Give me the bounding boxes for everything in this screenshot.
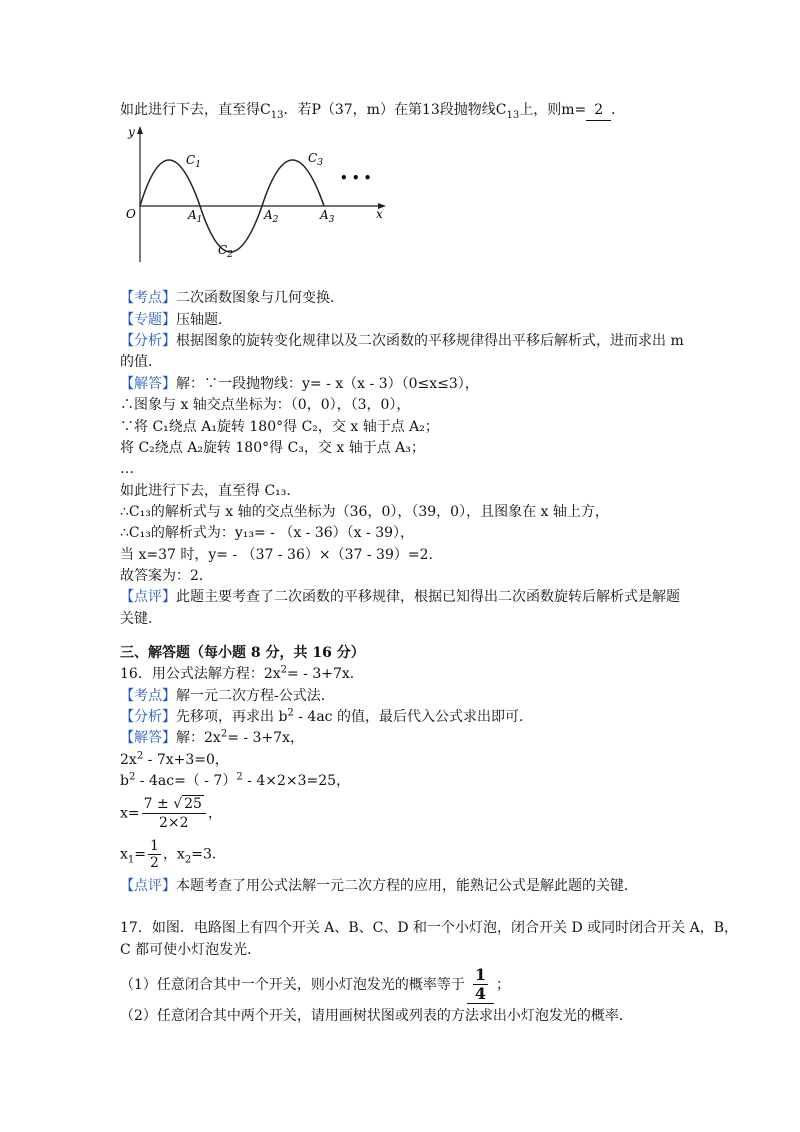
q16-fenxi [120, 707, 533, 727]
dianping-tag: 【点评】 [120, 878, 176, 894]
fenxi-line-2: 的值． [120, 354, 162, 370]
text: 压轴题． [176, 312, 232, 328]
dianping-line-2: 关键． [120, 611, 162, 627]
text: = [134, 846, 147, 863]
text: - 4×2×3=25， [242, 773, 351, 789]
text: - 4ac 的值，最后代入公式求出即可． [293, 709, 533, 725]
jieda-tag: 【解答】 [120, 376, 176, 392]
superscript: 2 [236, 771, 243, 783]
kaodian-line [120, 288, 344, 308]
top-line [120, 100, 625, 121]
solution-line: ∴C₁₃的解析式为：y₁₃= - （x - 36）（x - 39）， [120, 525, 415, 541]
c2-label: $C_2$ [218, 243, 233, 260]
q16-jieda [120, 728, 304, 748]
jieda-line [120, 374, 479, 394]
text: = - 3+7x． [287, 666, 364, 682]
text: 解一元二次方程-公式法． [176, 688, 335, 704]
subscript: 13 [270, 109, 284, 121]
q17-part1 [120, 966, 510, 1004]
superscript: 2 [220, 728, 228, 740]
q17-stem-2: C 都可使小灯泡发光． [120, 942, 262, 958]
q16-step [120, 771, 350, 791]
denominator: 2×2 [159, 815, 189, 831]
superscript: 2 [287, 707, 294, 719]
numerator: 7 ± √ 25 [142, 795, 206, 814]
origin-label: O [126, 207, 136, 221]
solution-line: ∴图象与 x 轴交点坐标为：（0，0），（3，0）， [120, 397, 411, 413]
text: 如此进行下去，直至得C [120, 102, 271, 118]
text: ； [496, 977, 511, 993]
curve-c2 [200, 206, 262, 252]
superscript: 2 [128, 771, 136, 783]
text: ， [207, 805, 222, 822]
q16-formula [120, 795, 222, 832]
y-axis-arrow [137, 126, 143, 134]
text: 上，则m= [519, 102, 587, 118]
text: =3． [191, 846, 226, 863]
text: 先移项，再求出 b [176, 709, 288, 725]
superscript: 2 [136, 750, 144, 762]
solution-line: 故答案为：2． [120, 568, 213, 584]
answer-fraction [467, 966, 494, 1004]
text: 2x [120, 752, 137, 768]
dianping-tag: 【点评】 [120, 589, 176, 605]
text: x [120, 846, 128, 863]
text: 解：2x [176, 730, 221, 746]
solution-line: ∵将 C₁绕点 A₁旋转 180°得 C₂，交 x 轴于点 A₂； [120, 419, 439, 435]
denominator: 4 [474, 984, 487, 1003]
text: 二次函数图象与几何变换． [176, 290, 344, 306]
dianping-line [120, 587, 680, 607]
text: = - 3+7x， [227, 730, 304, 746]
q16-step [120, 750, 229, 770]
jieda-tag: 【解答】 [120, 730, 176, 746]
solution-line: 当 x=37 时，y= - （37 - 36）×（37 - 39）=2． [120, 547, 443, 563]
text: 解：∵一段抛物线：y= - x（x - 3）（0≤x≤3）， [176, 376, 479, 392]
fenxi-tag: 【分析】 [120, 709, 176, 725]
solution-line: 将 C₂绕点 A₂旋转 180°得 C₃，交 x 轴于点 A₃； [120, 440, 425, 456]
ellipsis-dots: • • • [340, 171, 372, 185]
answer-blank: 2 [586, 100, 611, 121]
fenxi-line [120, 331, 684, 351]
a1-label: $A_1$ [188, 208, 203, 225]
fraction [142, 795, 206, 832]
text: - 4ac=（ - 7） [135, 773, 237, 789]
text: 16．用公式法解方程：2x [120, 666, 281, 682]
parabola-figure [118, 122, 398, 272]
q17-stem: 17．如图．电路图上有四个开关 A、B、C、D 和一个小灯泡，闭合开关 D 或同时闭合开关 A，B， [120, 920, 739, 936]
text: b [120, 773, 129, 789]
kaodian-tag: 【考点】 [120, 688, 176, 704]
text: 此题主要考查了二次函数的平移规律，根据已知得出二次函数旋转后解析式是解题 [176, 589, 680, 605]
numerator: 1 [474, 965, 487, 984]
solution-line: … [120, 461, 134, 477]
denominator: 2 [150, 855, 159, 871]
q16-roots [120, 838, 226, 871]
c3-label: $C_3$ [308, 151, 323, 168]
section-title: 三、解答题（每小题 8 分，共 16 分） [120, 645, 365, 661]
subscript: 1 [127, 854, 135, 866]
a2-label: $A_2$ [264, 208, 279, 225]
numerator: 1 [150, 838, 159, 854]
text: ． [611, 102, 626, 118]
fenxi-tag: 【分析】 [120, 333, 176, 349]
solution-line: 如此进行下去，直至得 C₁₃． [120, 483, 301, 499]
text: 7 ± [143, 796, 174, 812]
text: 根据图象的旋转变化规律以及二次函数的平移规律得出平移后解析式，进而求出 m [176, 333, 684, 349]
zhuanti-line [120, 310, 232, 330]
q16-kaodian [120, 686, 335, 706]
sqrt-value: 25 [184, 796, 202, 812]
c1-label: $C_1$ [186, 153, 201, 170]
fraction [148, 838, 161, 871]
a3-label: $A_3$ [320, 208, 335, 225]
q16-dianping [120, 876, 638, 896]
solution-line: ∴C₁₃的解析式与 x 轴的交点坐标为（36，0），（39，0），且图象在 x 轴上方， [120, 504, 609, 520]
text: （1）任意闭合其中一个开关，则小灯泡发光的概率等于 [120, 977, 465, 993]
text: x= [120, 805, 140, 822]
subscript: 13 [506, 109, 520, 121]
subscript: 2 [184, 854, 192, 866]
y-label: y [128, 125, 135, 139]
text: - 7x+3=0， [143, 752, 229, 768]
kaodian-tag: 【考点】 [120, 290, 176, 306]
x-label: x [376, 207, 383, 221]
zhuanti-tag: 【专题】 [120, 312, 176, 328]
q17-part2: （2）任意闭合其中两个开关，请用画树状图或列表的方法求出小灯泡发光的概率． [120, 1008, 633, 1024]
q16-stem [120, 664, 364, 684]
superscript: 2 [280, 664, 287, 676]
text: ，x [162, 846, 185, 863]
text: 本题考查了用公式法解一元二次方程的应用，能熟记公式是解此题的关键． [176, 878, 638, 894]
text: ．若P（37，m）在第13段抛物线C [283, 102, 507, 118]
curve-c3 [262, 160, 324, 206]
